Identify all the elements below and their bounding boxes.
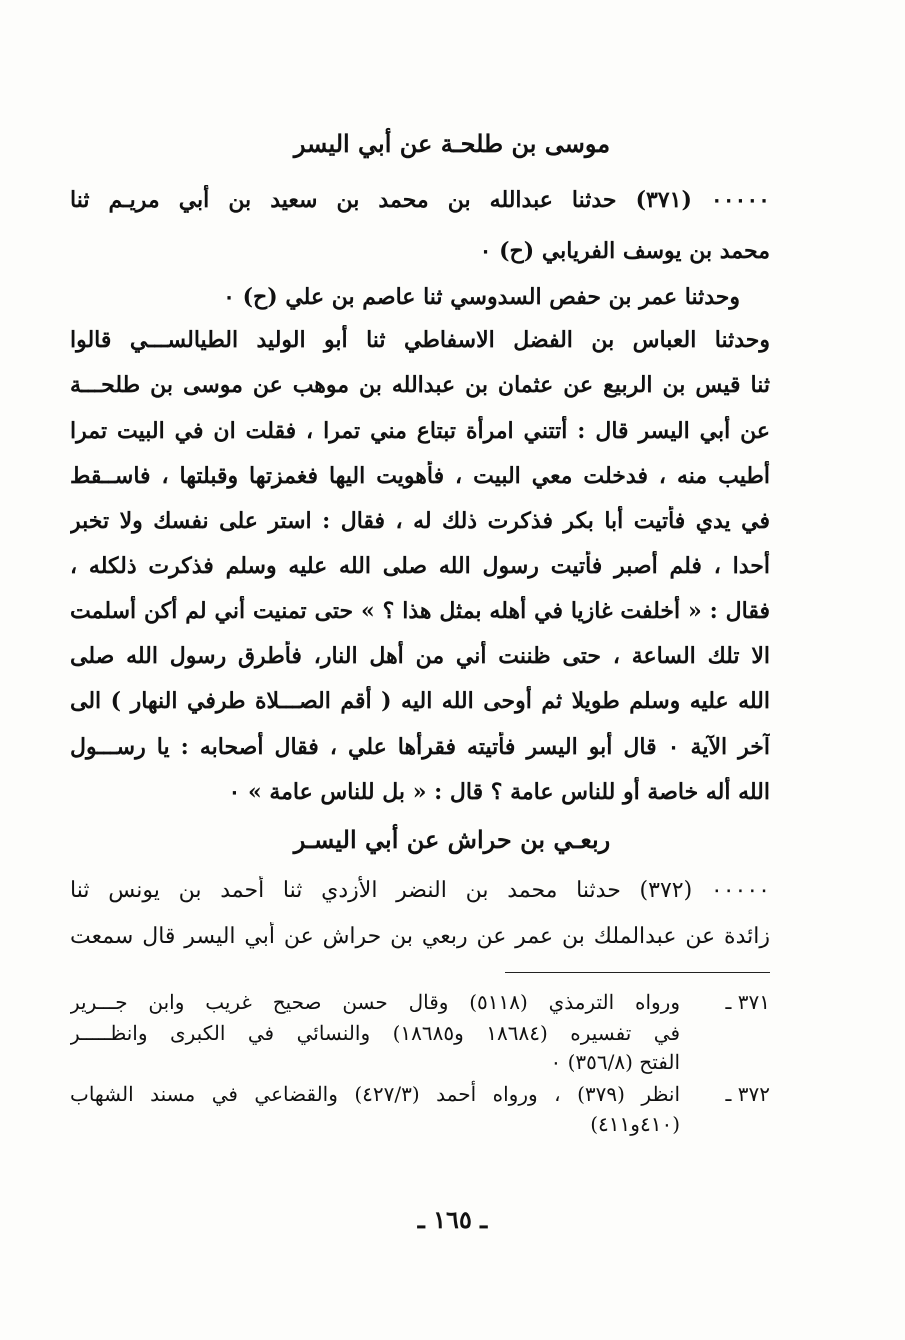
text-line-12: الله عليه وسلم طويلا ثم أوحى الله اليه ( أقم الصـــلاة طرفي النهار ) الى [70, 688, 770, 714]
footnote-number: ٣٧٢ ـ [725, 1082, 770, 1106]
text-line-11: الا تلك الساعة ، حتى ظننت أني من أهل النار، فأطرق رسول الله صلى [70, 643, 770, 669]
footnote-separator [505, 972, 770, 973]
footnote-line: الفتح (٣٥٦/٨) ٠ [550, 1050, 680, 1074]
footnote-line: (٤١٠و٤١١) [590, 1112, 680, 1136]
footnote-line: انظر (٣٧٩) ، ورواه أحمد (٤٢٧/٣) والقضاعي في مسند الشهاب [70, 1082, 680, 1106]
text-line-6: عن أبي اليسر قال : أتتني امرأة تبتاع مني تمرا ، فقلت ان في البيت تمرا [70, 418, 770, 444]
text-line-13: آخر الآية ٠ قال أبو اليسر فأتيته فقرأها علي ، فقال أصحابه : يا رســـول [70, 734, 770, 760]
footnote-line: ورواه الترمذي (٥١١٨) وقال حسن صحيح غريب وابن جـــرير [70, 990, 680, 1014]
text-line-8: في يدي فأتيت أبا بكر فذكرت ذلك له ، فقال : استر على نفسك ولا تخبر [70, 508, 770, 534]
text-line-2: محمد بن يوسف الفريابي (ح) ٠ [479, 238, 770, 264]
footnote-line: في تفسيره (١٨٦٨٤ و١٨٦٨٥) والنسائي في الكبرى وانظـــــر [70, 1021, 680, 1045]
text-line-3: وحدثنا عمر بن حفص السدوسي ثنا عاصم بن علي (ح) ٠ [223, 284, 740, 310]
text-line-7: أطيب منه ، فدخلت معي البيت ، فأهويت اليها فغمزتها وقبلتها ، فاســقط [70, 463, 770, 489]
section-heading-musa: موسى بن طلحـة عن أبي اليسر [293, 129, 611, 158]
text-line-15: ٠٠٠٠٠ (٣٧٢) حدثنا محمد بن النضر الأزدي ثنا أحمد بن يونس ثنا [70, 878, 770, 903]
text-line-9: أحدا ، فلم أصبر فأتيت رسول الله صلى الله عليه وسلم فذكرت ذلكله ، [70, 553, 770, 579]
text-line-10: فقال : « أخلفت غازيا في أهله بمثل هذا ؟ » حتى تمنيت أني لم أكن أسلمت [70, 598, 770, 624]
text-line-16: زائدة عن عبدالملك بن عمر عن ربعي بن حراش عن أبي اليسر قال سمعت [70, 924, 770, 949]
text-line-1: ٠٠٠٠٠ (٣٧١) حدثنا عبدالله بن محمد بن سعيد بن أبي مريـم ثنا [70, 187, 770, 213]
text-line-14: الله أله خاصة أو للناس عامة ؟ قال : « بل للناس عامة » ٠ [228, 779, 770, 805]
section-heading-ribi: ربعـي بن حراش عن أبي اليسـر [293, 825, 611, 854]
text-line-5: ثنا قيس بن الربيع عن عثمان بن عبدالله بن موهب عن موسى بن طلحـــة [70, 372, 770, 398]
footnote-number: ٣٧١ ـ [725, 990, 770, 1014]
page-number: ـ ١٦٥ ـ [417, 1205, 488, 1234]
text-line-4: وحدثنا العباس بن الفضل الاسفاطي ثنا أبو الوليد الطيالســـي قالوا [70, 327, 770, 353]
